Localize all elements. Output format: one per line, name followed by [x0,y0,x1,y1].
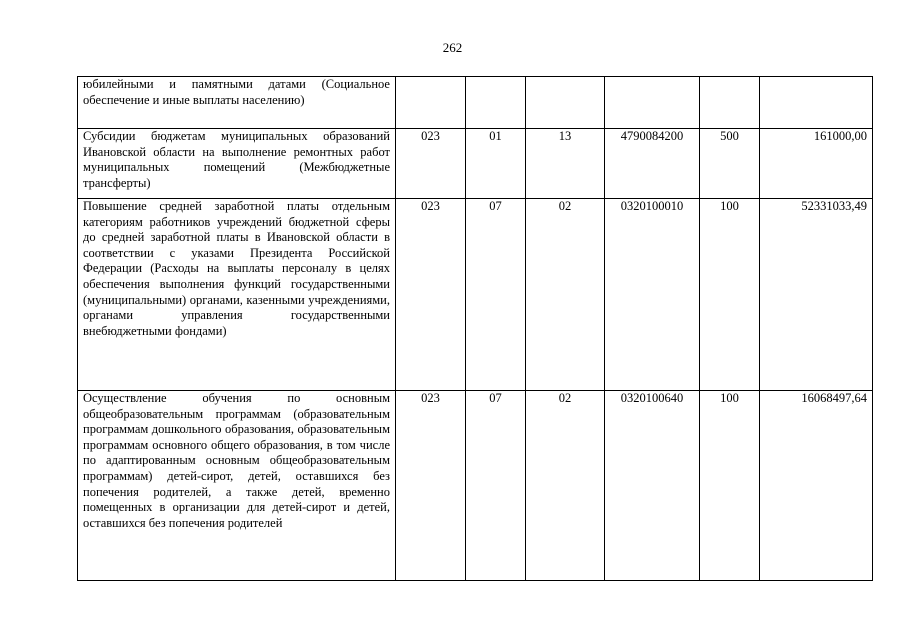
admin-code: 023 [396,199,466,391]
target-code [605,77,700,129]
table-row [78,391,873,581]
admin-code: 023 [396,391,466,581]
amount [760,77,873,129]
expense-type-code: 100 [700,391,760,581]
expense-type-code: 100 [700,199,760,391]
row-description: Повышение средней заработной платы отдельным категориям работников учреждений бюджетной сферы до средней заработной платы в Ивановской области в соответствии с указами Президента Российской Федерации (Расходы на выплаты персоналу в целях обеспечения выполнения функций государственными (муниципальными) органами, казенными учреждениями, органами управления государственными внебюджетными фондами) [78,199,396,391]
target-code: 4790084200 [605,129,700,199]
admin-code: 023 [396,129,466,199]
table-row [78,129,873,199]
admin-code [396,77,466,129]
row-description: Субсидии бюджетам муниципальных образований Ивановской области на выполнение ремонтных работ муниципальных помещений (Межбюджетные трансферты) [78,129,396,199]
subsection-code: 02 [526,199,605,391]
subsection-code [526,77,605,129]
section-code: 07 [466,391,526,581]
amount: 161000,00 [760,129,873,199]
expense-type-code: 500 [700,129,760,199]
section-code [466,77,526,129]
table-row [78,199,873,391]
amount: 16068497,64 [760,391,873,581]
amount: 52331033,49 [760,199,873,391]
target-code: 0320100010 [605,199,700,391]
section-code: 07 [466,199,526,391]
table-row [78,77,873,129]
subsection-code: 02 [526,391,605,581]
row-description: юбилейными и памятными датами (Социальное обеспечение и иные выплаты населению) [78,77,396,129]
section-code: 01 [466,129,526,199]
row-description: Осуществление обучения по основным общеобразовательным программам (образовательным программам дошкольного образования, образовательным программам основного общего образования, в том числе по адаптированным основным общеобразовательным программам) детей-сирот, детей, оставшихся без попечения родителей, а также детей, временно помещенных в организации для детей-сирот и детей, оставшихся без попечения родителей [78,391,396,581]
budget-table [77,76,873,581]
target-code: 0320100640 [605,391,700,581]
expense-type-code [700,77,760,129]
page-number: 262 [442,40,463,55]
subsection-code: 13 [526,129,605,199]
